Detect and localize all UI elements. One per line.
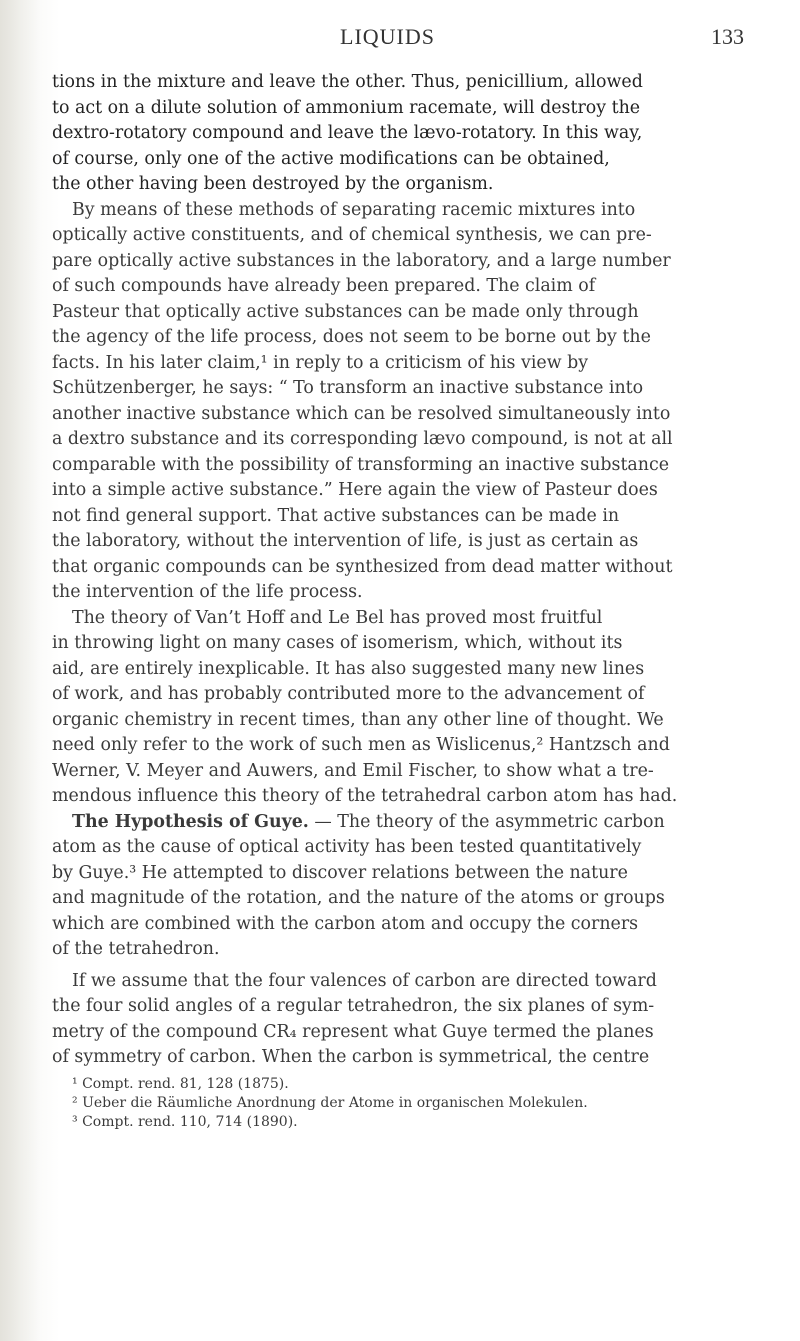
text-line: pare optically active substances in the laboratory, and a large number <box>52 250 671 271</box>
footnote: ² Ueber die Räumliche Anordnung der Atome in organischen Molekulen. <box>72 1094 588 1111</box>
text-line: a dextro substance and its corresponding lævo compound, is not at all <box>52 429 673 449</box>
text-line: dextro-rotatory compound and leave the lævo-rotatory. In this way, <box>52 123 643 143</box>
page-number: 133 <box>711 24 744 49</box>
text-line: the agency of the life process, does not seem to be borne out by the <box>52 327 651 347</box>
text-line: organic chemistry in recent times, than any other line of thought. We <box>52 709 664 730</box>
text-line: which are combined with the carbon atom and occupy the corners <box>52 913 639 934</box>
text-line: of the tetrahedron. <box>52 939 220 959</box>
text-line: the laboratory, without the intervention of life, is just as certain as <box>52 531 639 551</box>
text-line: facts. In his later claim,¹ in reply to a criticism of his view by <box>52 352 589 373</box>
text-line: of course, only one of the active modifications can be obtained, <box>52 148 610 169</box>
footnote: ³ Compt. rend. 110, 714 (1890). <box>72 1113 298 1130</box>
text-line: by Guye.³ He attempted to discover relations between the nature <box>52 862 628 883</box>
text-line: not find general support. That active substances can be made in <box>52 505 620 526</box>
text-line: that organic compounds can be synthesized from dead matter without <box>52 556 673 577</box>
text-line: of such compounds have already been prepared. The claim of <box>52 276 596 296</box>
text-line: optically active constituents, and of chemical synthesis, we can pre- <box>52 225 652 245</box>
paragraph-5 <box>52 969 752 1071</box>
section-heading-line <box>52 810 752 836</box>
text-line: By means of these methods of separating racemic mixtures into <box>72 199 636 220</box>
text-line: of symmetry of carbon. When the carbon is symmetrical, the centre <box>52 1047 650 1067</box>
text-line: need only refer to the work of such men as Wislicenus,² Hantzsch and <box>52 735 670 755</box>
text-line: in throwing light on many cases of isomerism, which, without its <box>52 633 623 653</box>
footnote: ¹ Compt. rend. 81, 128 (1875). <box>72 1075 289 1092</box>
text-line: of work, and has probably contributed more to the advancement of <box>52 684 645 704</box>
text-line: If we assume that the four valences of carbon are directed toward <box>72 970 657 991</box>
text-line: Pasteur that optically active substances can be made only through <box>52 301 639 322</box>
text-line: Werner, V. Meyer and Auwers, and Emil Fischer, to show what a tre- <box>52 760 654 781</box>
section-heading: The Hypothesis of Guye. <box>72 811 309 832</box>
text-line: into a simple active substance.” Here again the view of Pasteur does <box>52 480 658 500</box>
text-line: Schützenberger, he says: “ To transform an inactive substance into <box>52 378 644 398</box>
text-line: the four solid angles of a regular tetrahedron, the six planes of sym- <box>52 996 655 1016</box>
text-line: atom as the cause of optical activity has been tested quantitatively <box>52 837 642 857</box>
page-header <box>0 20 800 56</box>
footnotes <box>52 1075 752 1132</box>
running-head: LIQUIDS <box>340 24 435 49</box>
text-line: and magnitude of the rotation, and the nature of the atoms or groups <box>52 888 665 908</box>
paragraph-3 <box>52 606 752 810</box>
text-line: metry of the compound CR₄ represent what Guye termed the planes <box>52 1021 654 1042</box>
text-line: aid, are entirely inexplicable. It has also suggested many new lines <box>52 658 645 679</box>
paragraph-2 <box>52 198 752 606</box>
text-line: The theory of Van’t Hoff and Le Bel has proved most fruitful <box>72 607 603 628</box>
text-line: mendous influence this theory of the tetrahedral carbon atom has had. <box>52 786 678 806</box>
text-line: the intervention of the life process. <box>52 582 363 602</box>
page-body <box>52 70 752 1132</box>
paragraph-4 <box>52 810 752 963</box>
text-line: comparable with the possibility of transforming an inactive substance <box>52 454 670 475</box>
text-line: the other having been destroyed by the organism. <box>52 174 494 194</box>
page-gutter-shadow <box>0 0 40 1341</box>
text-line: another inactive substance which can be resolved simultaneously into <box>52 403 671 424</box>
text-run: — The theory of the asymmetric carbon <box>308 811 665 832</box>
text-line: tions in the mixture and leave the other. Thus, penicillium, allowed <box>52 72 643 92</box>
paragraph-1 <box>52 70 752 198</box>
text-line: to act on a dilute solution of ammonium racemate, will destroy the <box>52 97 641 118</box>
